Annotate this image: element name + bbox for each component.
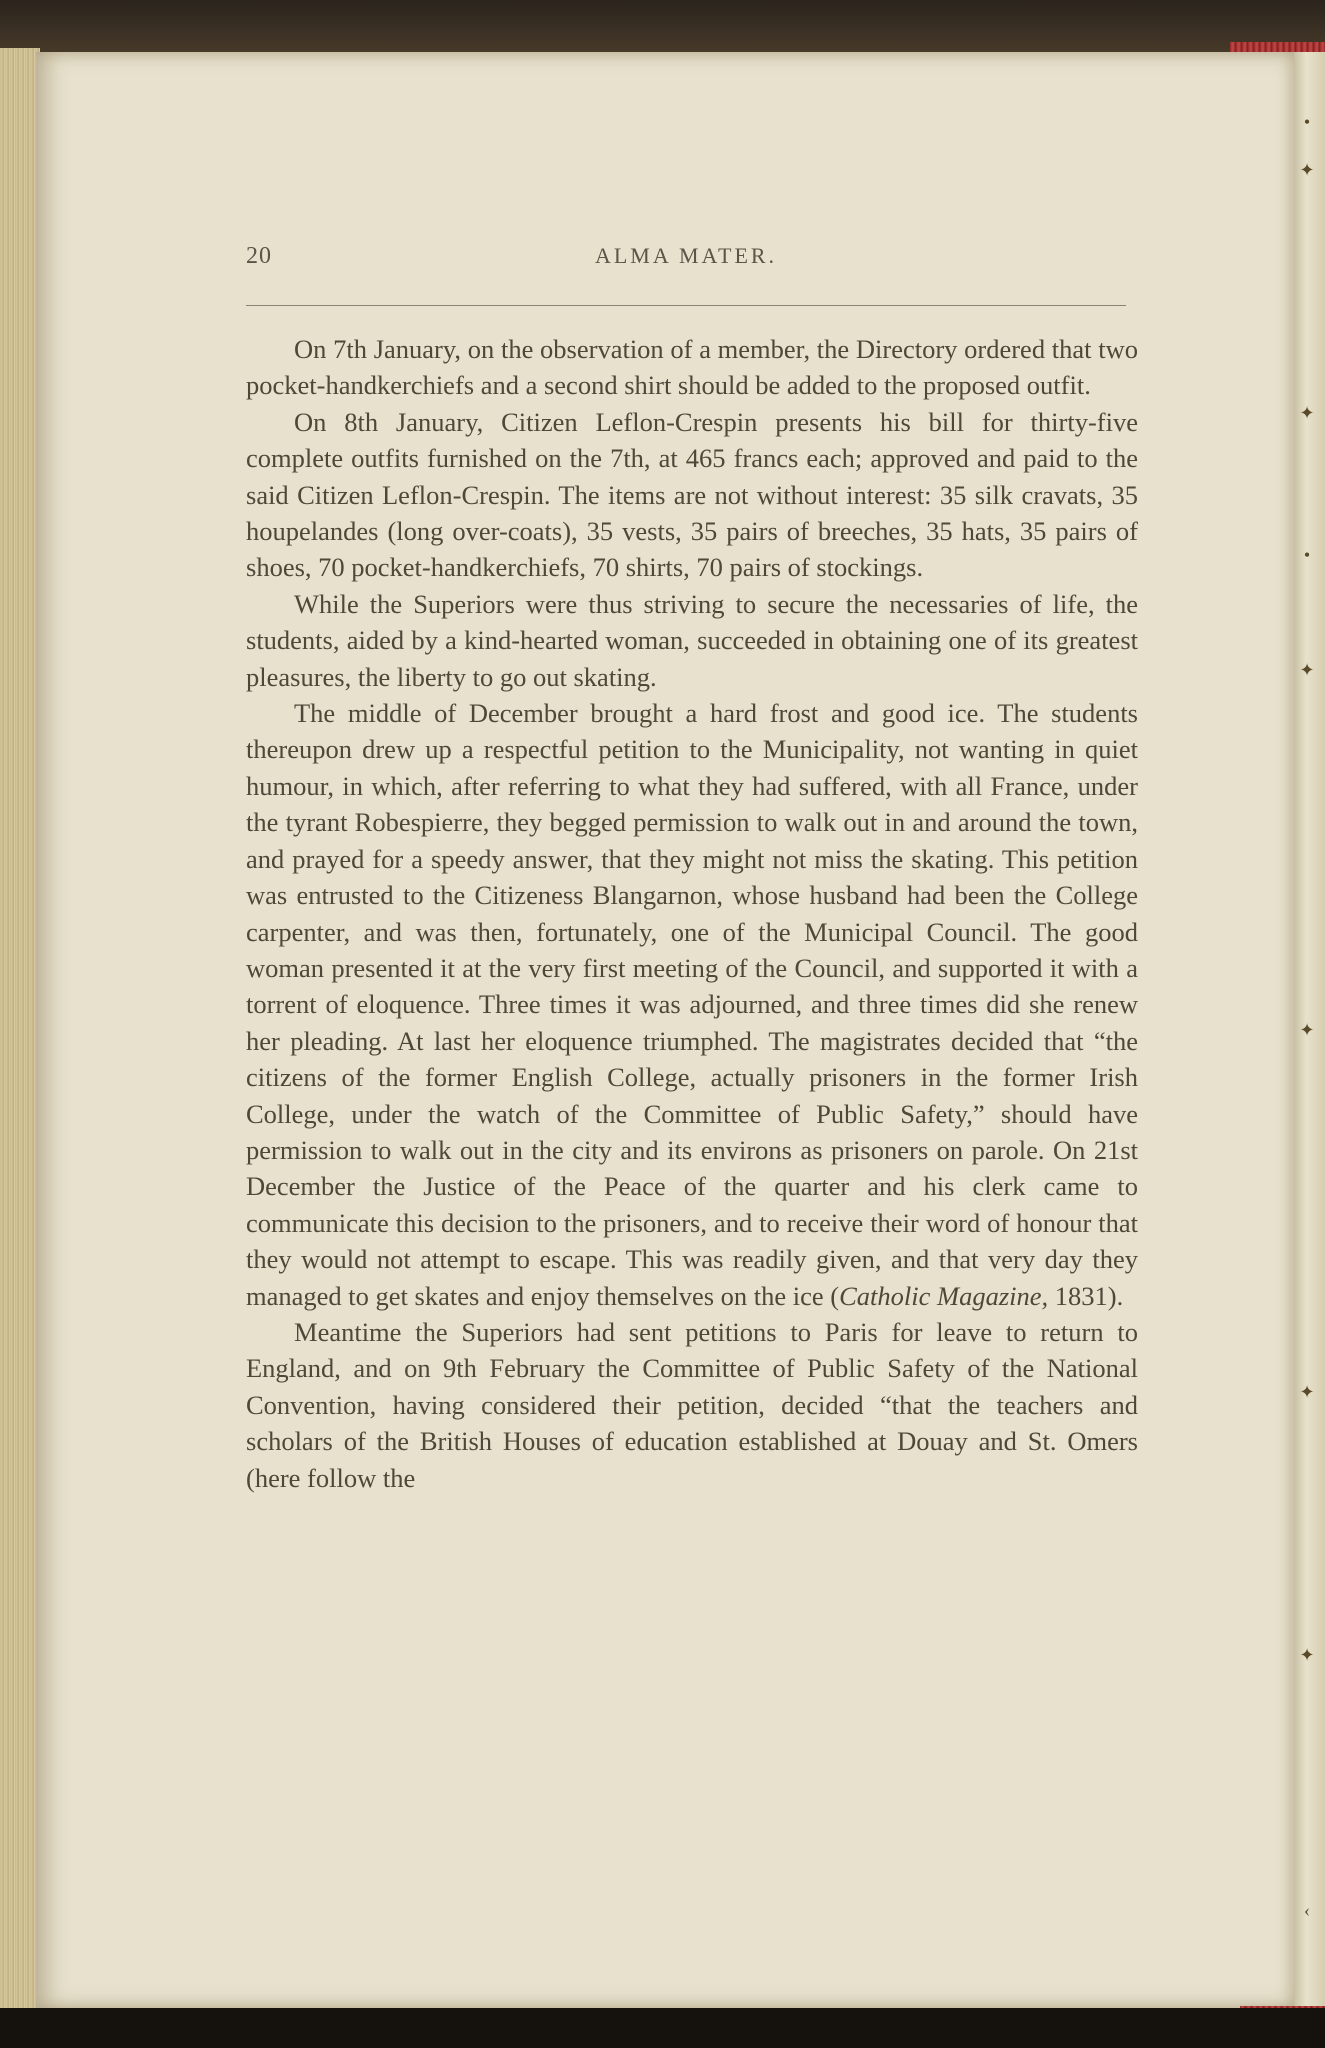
- page-number: 20: [246, 243, 272, 269]
- page-stack-edge: [0, 48, 40, 2008]
- paragraph: On 8th January, Citizen Leflon-Crespin presents his bill for thirty-five complete outfits furnished on the 7th, at 465 francs each; approved and paid to the said Citizen Leflon-Crespin. The items are not without interest: 35 silk cravats, 35 houpelandes (long over-coats), 35 vests, 35 pairs of breeches, 35 hats, 35 pairs of shoes, 70 pocket-handkerchiefs, 70 shirts, 70 pairs of stockings.: [246, 406, 1138, 583]
- edge-mark-icon: •: [1303, 112, 1311, 132]
- edge-mark-icon: ✦: [1299, 1645, 1315, 1665]
- edge-mark-icon: ✦: [1299, 1382, 1315, 1402]
- page-header: [246, 243, 1126, 273]
- running-head: ALMA MATER.: [594, 243, 778, 268]
- edge-mark-icon: •: [1303, 545, 1311, 565]
- book-cover-top: [0, 0, 1325, 60]
- paragraph-text: The middle of December brought a hard frost and good ice. The students thereupon drew up a respectful petition to the Municipality, not wanting in quiet humour, in which, after referring to what they had suffered, with all France, under the tyrant Robespierre, they begged permission to walk out in and around the town, and prayed for a speedy answer, that they might not miss the skating. This petition was entrusted to the Citizeness Blangarnon, whose husband had been the College carpenter, and was then, fortunately, one of the Municipal Council. The good woman presented it at the very first meeting of the Council, and supported it with a torrent of eloquence. Three times it was adjourned, and three times did she renew her pleading. At last her eloquence triumphed. The magistrates decided that “the citizens of the former English College, actually prisoners in the former Irish College, under the watch of the Committee of Public Safety,” should have permission to walk out in the city and its environs as prisoners on parole. On 21st December the Justice of the Peace of the quarter and his clerk came to communicate this decision to the prisoners, and to receive their word of honour that they would not attempt to escape. This was readily given, and that very day they managed to get skates and enjoy themselves on the ice (: [246, 698, 1138, 1311]
- edge-mark-icon: ✦: [1299, 1020, 1315, 1040]
- paragraph: [246, 695, 1138, 1314]
- edge-mark-icon: ✦: [1299, 160, 1315, 180]
- paragraph: On 7th January, on the observation of a member, the Directory ordered that two pocket-handkerchiefs and a second shirt should be added to the proposed outfit.: [246, 334, 1138, 401]
- edge-mark-icon: ✦: [1299, 403, 1315, 423]
- book-cover-bottom: [0, 2008, 1325, 2048]
- citation-title: Catholic Magazine,: [839, 1280, 1049, 1311]
- edge-mark-icon: ‹: [1304, 1900, 1310, 1920]
- header-rule: [246, 305, 1126, 306]
- body-text: [246, 331, 1138, 1496]
- paragraph-text: 1831).: [1048, 1280, 1124, 1311]
- paragraph: Meantime the Superiors had sent petitions to Paris for leave to return to England, and on 9th February the Committee of Public Safety of the National Convention, having considered their petition, decided “that the teachers and scholars of the British Houses of education established at Douay and St. Omers (here follow the: [246, 1316, 1138, 1493]
- paragraph: While the Superiors were thus striving to secure the necessaries of life, the students, aided by a kind-hearted woman, succeeded in obtaining one of its greatest pleasures, the liberty to go out skating.: [246, 588, 1138, 692]
- edge-mark-icon: ✦: [1299, 660, 1315, 680]
